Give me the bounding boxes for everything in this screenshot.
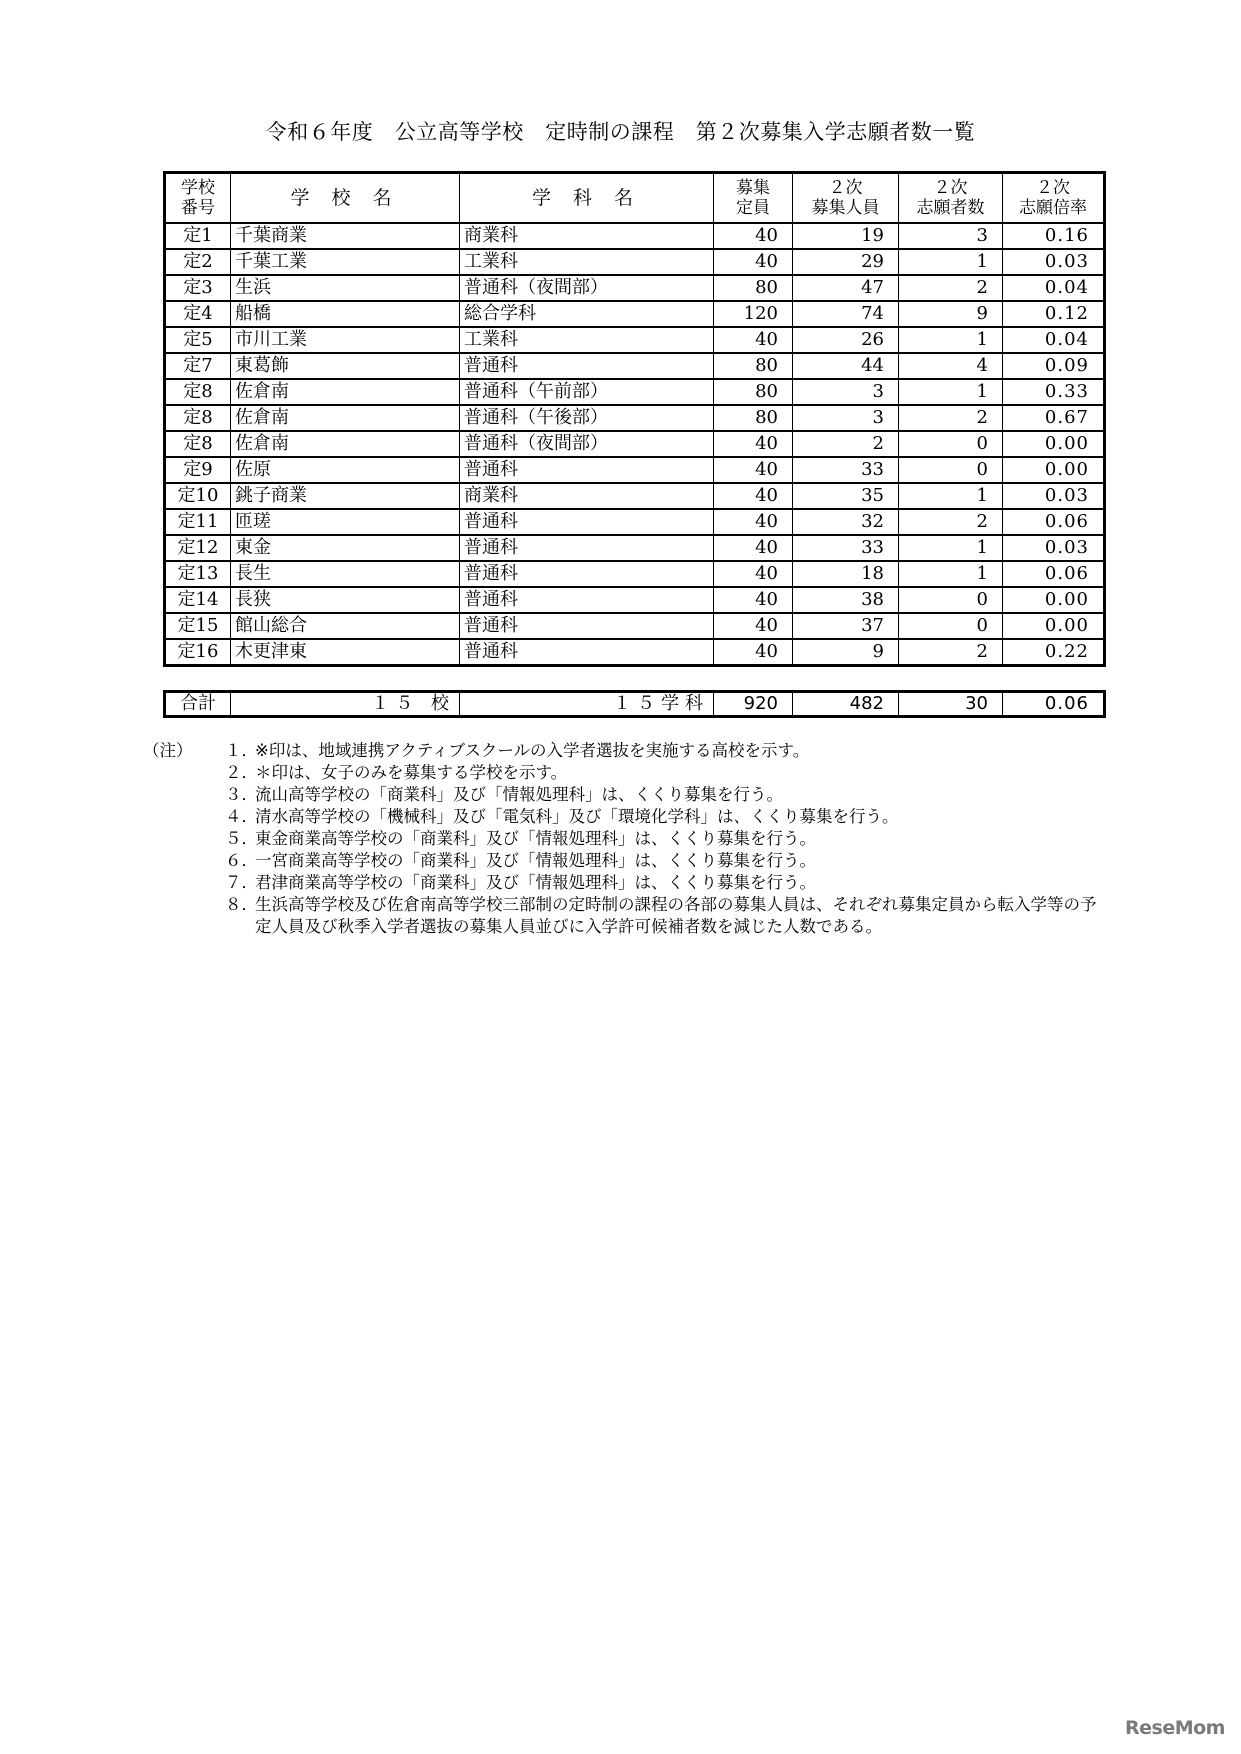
applicant-count-cell: 1 bbox=[899, 379, 1003, 405]
notes-section bbox=[143, 740, 1103, 938]
school-name-cell: 佐倉南 bbox=[231, 379, 460, 405]
applicant-ratio-cell: 0.67 bbox=[1003, 405, 1105, 431]
note-number: ８． bbox=[225, 895, 258, 914]
school-name-cell: 匝瑳 bbox=[231, 509, 460, 535]
recruit-count-cell: 74 bbox=[793, 301, 899, 327]
dept-name-cell: 普通科 bbox=[460, 353, 714, 379]
recruit-count-cell: 37 bbox=[793, 613, 899, 639]
dept-name-cell: 普通科（夜間部） bbox=[460, 275, 714, 301]
applicant-ratio-cell: 0.04 bbox=[1003, 275, 1105, 301]
applicant-count-cell: 3 bbox=[899, 223, 1003, 249]
school-no-cell: 定12 bbox=[165, 535, 231, 561]
applicant-ratio-cell: 0.03 bbox=[1003, 535, 1105, 561]
note-text: 東金商業高等学校の「商業科」及び「情報処理科」は、くくり募集を行う。 bbox=[255, 829, 816, 848]
dept-name-cell: 普通科 bbox=[460, 457, 714, 483]
applicant-ratio-cell: 0.00 bbox=[1003, 431, 1105, 457]
school-name-cell: 東葛飾 bbox=[231, 353, 460, 379]
school-name-cell: 銚子商業 bbox=[231, 483, 460, 509]
school-name-cell: 佐倉南 bbox=[231, 405, 460, 431]
note-number: ３． bbox=[225, 785, 258, 804]
applicant-count-cell: 1 bbox=[899, 535, 1003, 561]
applicant-ratio-cell: 0.22 bbox=[1003, 639, 1105, 666]
school-name-cell: 船橋 bbox=[231, 301, 460, 327]
school-no-cell: 定4 bbox=[165, 301, 231, 327]
note-item bbox=[143, 894, 1103, 938]
school-no-cell: 定8 bbox=[165, 379, 231, 405]
applicant-count-cell: 1 bbox=[899, 561, 1003, 587]
dept-name-cell: 普通科 bbox=[460, 639, 714, 666]
note-text: 生浜高等学校及び佐倉南高等学校三部制の定時制の課程の各部の募集人員は、それぞれ募集定員から転入学等の予定人員及び秋季入学者選抜の募集人員並びに入学許可候補者数を減じた人数である。 bbox=[255, 895, 1097, 936]
school-no-cell: 定9 bbox=[165, 457, 231, 483]
school-name-cell: 東金 bbox=[231, 535, 460, 561]
total-recruit: 482 bbox=[793, 692, 899, 717]
applicant-count-cell: 2 bbox=[899, 639, 1003, 666]
note-item bbox=[143, 762, 1103, 784]
total-table bbox=[163, 690, 1106, 718]
note-item bbox=[143, 784, 1103, 806]
applicant-ratio-cell: 0.00 bbox=[1003, 457, 1105, 483]
applicant-count-cell: 1 bbox=[899, 483, 1003, 509]
dept-name-cell: 普通科 bbox=[460, 561, 714, 587]
dept-name-cell: 普通科（夜間部） bbox=[460, 431, 714, 457]
recruit-count-cell: 33 bbox=[793, 535, 899, 561]
applicant-count-cell: 0 bbox=[899, 587, 1003, 613]
school-no-cell: 定3 bbox=[165, 275, 231, 301]
capacity-cell: 40 bbox=[714, 587, 793, 613]
applicant-ratio-cell: 0.03 bbox=[1003, 483, 1105, 509]
note-text: 清水高等学校の「機械科」及び「電気科」及び「環境化学科」は、くくり募集を行う。 bbox=[255, 807, 899, 826]
dept-name-cell: 商業科 bbox=[460, 223, 714, 249]
school-name-cell: 千葉商業 bbox=[231, 223, 460, 249]
total-ratio: 0.06 bbox=[1003, 692, 1105, 717]
recruit-count-cell: 3 bbox=[793, 405, 899, 431]
school-no-cell: 定15 bbox=[165, 613, 231, 639]
capacity-cell: 40 bbox=[714, 613, 793, 639]
page-title: 令和６年度 公立高等学校 定時制の課程 第２次募集入学志願者数一覧 bbox=[265, 120, 976, 144]
header-recruit: ２次 募集人員 bbox=[793, 173, 899, 224]
note-item bbox=[143, 740, 1103, 762]
note-text: ※印は、地域連携アクティブスクールの入学者選抜を実施する高校を示す。 bbox=[255, 741, 810, 760]
table-row bbox=[165, 379, 1105, 405]
applicant-count-cell: 9 bbox=[899, 301, 1003, 327]
total-applicants: 30 bbox=[899, 692, 1003, 717]
note-text: ＊印は、女子のみを募集する学校を示す。 bbox=[255, 763, 568, 782]
table-row bbox=[165, 639, 1105, 666]
total-label: 合計 bbox=[165, 692, 231, 717]
school-name-cell: 佐倉南 bbox=[231, 431, 460, 457]
school-no-cell: 定10 bbox=[165, 483, 231, 509]
table-row bbox=[165, 535, 1105, 561]
note-item bbox=[143, 872, 1103, 894]
table-row bbox=[165, 327, 1105, 353]
school-name-cell: 長狭 bbox=[231, 587, 460, 613]
note-number: ５． bbox=[225, 829, 258, 848]
total-row bbox=[165, 692, 1105, 717]
table-row bbox=[165, 509, 1105, 535]
total-schools: １５ 校 bbox=[231, 692, 460, 717]
note-text: 一宮商業高等学校の「商業科」及び「情報処理科」は、くくり募集を行う。 bbox=[255, 851, 816, 870]
applicant-ratio-cell: 0.00 bbox=[1003, 613, 1105, 639]
school-no-cell: 定14 bbox=[165, 587, 231, 613]
capacity-cell: 80 bbox=[714, 379, 793, 405]
table-row bbox=[165, 405, 1105, 431]
table-row bbox=[165, 483, 1105, 509]
school-no-cell: 定16 bbox=[165, 639, 231, 666]
capacity-cell: 40 bbox=[714, 639, 793, 666]
recruit-count-cell: 38 bbox=[793, 587, 899, 613]
applicant-count-cell: 4 bbox=[899, 353, 1003, 379]
applicant-ratio-cell: 0.16 bbox=[1003, 223, 1105, 249]
school-name-cell: 生浜 bbox=[231, 275, 460, 301]
capacity-cell: 40 bbox=[714, 535, 793, 561]
recruit-count-cell: 47 bbox=[793, 275, 899, 301]
recruit-count-cell: 33 bbox=[793, 457, 899, 483]
header-ratio: ２次 志願倍率 bbox=[1003, 173, 1105, 224]
school-no-cell: 定7 bbox=[165, 353, 231, 379]
header-dept-name: 学 科 名 bbox=[460, 173, 714, 224]
resemom-logo: ReseMom bbox=[1125, 1717, 1225, 1739]
dept-name-cell: 商業科 bbox=[460, 483, 714, 509]
dept-name-cell: 普通科 bbox=[460, 535, 714, 561]
capacity-cell: 120 bbox=[714, 301, 793, 327]
recruit-count-cell: 9 bbox=[793, 639, 899, 666]
table-row bbox=[165, 613, 1105, 639]
dept-name-cell: 総合学科 bbox=[460, 301, 714, 327]
applicant-count-cell: 0 bbox=[899, 613, 1003, 639]
school-no-cell: 定8 bbox=[165, 405, 231, 431]
school-no-cell: 定8 bbox=[165, 431, 231, 457]
applicant-count-cell: 1 bbox=[899, 327, 1003, 353]
recruit-count-cell: 26 bbox=[793, 327, 899, 353]
notes-label: （注） bbox=[143, 741, 193, 760]
capacity-cell: 40 bbox=[714, 561, 793, 587]
note-number: ２． bbox=[225, 763, 258, 782]
note-number: ６． bbox=[225, 851, 258, 870]
recruit-count-cell: 2 bbox=[793, 431, 899, 457]
table-row bbox=[165, 353, 1105, 379]
applicant-count-cell: 0 bbox=[899, 431, 1003, 457]
header-applicants: ２次 志願者数 bbox=[899, 173, 1003, 224]
school-name-cell: 佐原 bbox=[231, 457, 460, 483]
recruit-count-cell: 29 bbox=[793, 249, 899, 275]
recruit-count-cell: 35 bbox=[793, 483, 899, 509]
applicant-count-cell: 2 bbox=[899, 275, 1003, 301]
table-row bbox=[165, 457, 1105, 483]
capacity-cell: 40 bbox=[714, 249, 793, 275]
recruit-count-cell: 44 bbox=[793, 353, 899, 379]
school-no-cell: 定13 bbox=[165, 561, 231, 587]
recruit-count-cell: 18 bbox=[793, 561, 899, 587]
table-row bbox=[165, 275, 1105, 301]
table-row bbox=[165, 223, 1105, 249]
table-row bbox=[165, 561, 1105, 587]
dept-name-cell: 普通科（午後部） bbox=[460, 405, 714, 431]
school-name-cell: 千葉工業 bbox=[231, 249, 460, 275]
dept-name-cell: 工業科 bbox=[460, 249, 714, 275]
capacity-cell: 80 bbox=[714, 353, 793, 379]
applicants-table bbox=[163, 171, 1106, 667]
capacity-cell: 40 bbox=[714, 431, 793, 457]
applicant-ratio-cell: 0.06 bbox=[1003, 509, 1105, 535]
note-item bbox=[143, 850, 1103, 872]
note-text: 君津商業高等学校の「商業科」及び「情報処理科」は、くくり募集を行う。 bbox=[255, 873, 816, 892]
recruit-count-cell: 19 bbox=[793, 223, 899, 249]
header-capacity: 募集 定員 bbox=[714, 173, 793, 224]
dept-name-cell: 工業科 bbox=[460, 327, 714, 353]
note-item bbox=[143, 828, 1103, 850]
school-name-cell: 市川工業 bbox=[231, 327, 460, 353]
table-row bbox=[165, 587, 1105, 613]
applicant-ratio-cell: 0.06 bbox=[1003, 561, 1105, 587]
table-header-row bbox=[165, 173, 1105, 224]
school-no-cell: 定2 bbox=[165, 249, 231, 275]
recruit-count-cell: 32 bbox=[793, 509, 899, 535]
applicant-count-cell: 1 bbox=[899, 249, 1003, 275]
table-row bbox=[165, 301, 1105, 327]
note-text: 流山高等学校の「商業科」及び「情報処理科」は、くくり募集を行う。 bbox=[255, 785, 783, 804]
dept-name-cell: 普通科 bbox=[460, 509, 714, 535]
applicant-count-cell: 2 bbox=[899, 405, 1003, 431]
note-number: ７． bbox=[225, 873, 258, 892]
table-row bbox=[165, 249, 1105, 275]
school-name-cell: 館山総合 bbox=[231, 613, 460, 639]
total-depts: １５学科 bbox=[460, 692, 714, 717]
capacity-cell: 80 bbox=[714, 275, 793, 301]
applicant-count-cell: 2 bbox=[899, 509, 1003, 535]
note-number: ４． bbox=[225, 807, 258, 826]
school-name-cell: 木更津東 bbox=[231, 639, 460, 666]
recruit-count-cell: 3 bbox=[793, 379, 899, 405]
dept-name-cell: 普通科（午前部） bbox=[460, 379, 714, 405]
school-name-cell: 長生 bbox=[231, 561, 460, 587]
applicant-ratio-cell: 0.33 bbox=[1003, 379, 1105, 405]
note-number: １． bbox=[225, 741, 258, 760]
capacity-cell: 40 bbox=[714, 457, 793, 483]
header-school-name: 学 校 名 bbox=[231, 173, 460, 224]
note-item bbox=[143, 806, 1103, 828]
applicant-ratio-cell: 0.09 bbox=[1003, 353, 1105, 379]
capacity-cell: 80 bbox=[714, 405, 793, 431]
table-row bbox=[165, 431, 1105, 457]
applicant-ratio-cell: 0.03 bbox=[1003, 249, 1105, 275]
applicant-ratio-cell: 0.00 bbox=[1003, 587, 1105, 613]
dept-name-cell: 普通科 bbox=[460, 587, 714, 613]
applicant-ratio-cell: 0.04 bbox=[1003, 327, 1105, 353]
school-no-cell: 定1 bbox=[165, 223, 231, 249]
applicant-count-cell: 0 bbox=[899, 457, 1003, 483]
capacity-cell: 40 bbox=[714, 509, 793, 535]
header-school-no: 学校 番号 bbox=[165, 173, 231, 224]
applicant-ratio-cell: 0.12 bbox=[1003, 301, 1105, 327]
school-no-cell: 定11 bbox=[165, 509, 231, 535]
school-no-cell: 定5 bbox=[165, 327, 231, 353]
capacity-cell: 40 bbox=[714, 483, 793, 509]
total-capacity: 920 bbox=[714, 692, 793, 717]
capacity-cell: 40 bbox=[714, 327, 793, 353]
dept-name-cell: 普通科 bbox=[460, 613, 714, 639]
capacity-cell: 40 bbox=[714, 223, 793, 249]
